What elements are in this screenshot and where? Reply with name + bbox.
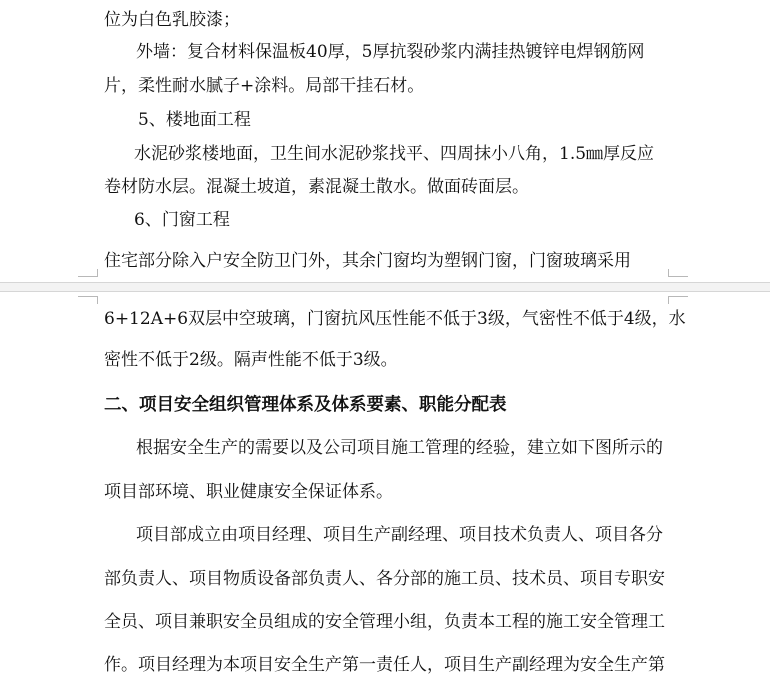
text-line: 项目部环境、职业健康安全保证体系。: [104, 482, 393, 502]
text-line: 密性不低于2级。隔声性能不低于3级。: [104, 350, 398, 370]
text-line: 项目部成立由项目经理、项目生产副经理、项目技术负责人、项目各分: [136, 525, 663, 545]
page-corner-marker: [668, 296, 688, 304]
text-line: 部负责人、项目物质设备部负责人、各分部的施工员、技术员、项目专职安: [104, 569, 665, 589]
text-line: 全员、项目兼职安全员组成的安全管理小组，负责本工程的施工安全管理工: [104, 612, 665, 632]
page-corner-marker: [668, 269, 688, 277]
text-line: 住宅部分除入户安全防卫门外，其余门窗均为塑钢门窗，门窗玻璃采用: [104, 251, 631, 271]
document-page-top: [0, 0, 770, 282]
text-line: 水泥砂浆楼地面，卫生间水泥砂浆找平、四周抹小八角，1.5㎜厚反应: [134, 144, 655, 164]
text-line: 外墙：复合材料保温板40厚，5厚抗裂砂浆内满挂热镀锌电焊钢筋网: [136, 42, 645, 62]
text-line: 卷材防水层。混凝土坡道，素混凝土散水。做面砖面层。: [104, 177, 529, 197]
page-corner-marker: [78, 296, 98, 304]
text-line: 根据安全生产的需要以及公司项目施工管理的经验，建立如下图所示的: [136, 438, 663, 458]
document-page-bottom: [0, 292, 770, 688]
text-line: 片，柔性耐水腻子+涂料。局部干挂石材。: [104, 76, 425, 96]
text-line: 作。项目经理为本项目安全生产第一责任人，项目生产副经理为安全生产第: [104, 655, 665, 675]
page-corner-marker: [78, 269, 98, 277]
section-heading-safety-org: 二、项目安全组织管理体系及体系要素、职能分配表: [104, 395, 507, 415]
text-line: 6+12A+6双层中空玻璃，门窗抗风压性能不低于3级，气密性不低于4级，水: [104, 309, 686, 329]
page-break: [0, 282, 770, 292]
section-heading-floors: 5、楼地面工程: [138, 110, 251, 130]
section-heading-doors-windows: 6、门窗工程: [134, 210, 230, 230]
text-line: 位为白色乳胶漆；: [104, 10, 240, 30]
